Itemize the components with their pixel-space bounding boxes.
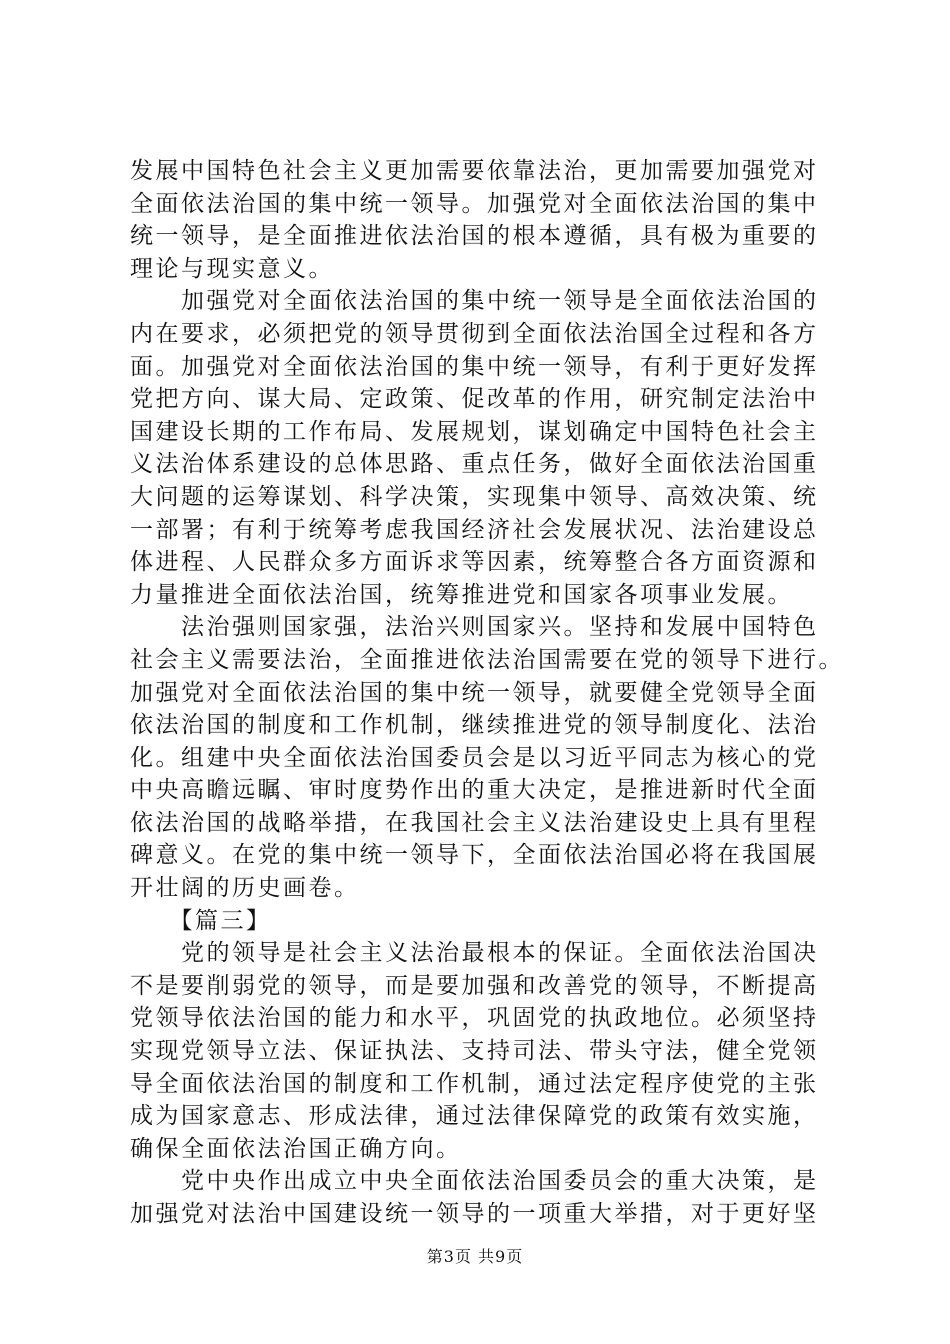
text-line: 体进程、人民群众多方面诉求等因素，统筹整合各方面资源和 — [130, 549, 819, 576]
text-line: 面。加强党对全面依法治国的集中统一领导，有利于更好发挥 — [130, 353, 819, 380]
text-line: 一部署；有利于统筹考虑我国经济社会发展状况、法治建设总 — [130, 516, 819, 543]
text-line: 法治强则国家强，法治兴则国家兴。坚持和发展中国特色 — [130, 614, 819, 641]
document-body — [130, 155, 844, 1231]
text-line: 统一领导，是全面推进依法治国的根本遵循，具有极为重要的 — [130, 223, 819, 250]
text-line: 加强党对全面依法治国的集中统一领导是全面依法治国的 — [130, 288, 819, 315]
text-line: 社会主义需要法治，全面推进依法治国需要在党的领导下进行。 — [130, 646, 844, 673]
text-line: 党把方向、谋大局、定政策、促改革的作用，研究制定法治中 — [130, 386, 819, 413]
text-line: 理论与现实意义。 — [130, 255, 334, 282]
text-line: 加强党对全面依法治国的集中统一领导，就要健全党领导全面 — [130, 679, 819, 706]
text-line: 依法治国的制度和工作机制，继续推进党的领导制度化、法治 — [130, 712, 819, 739]
text-line: 开壮阔的历史画卷。 — [130, 875, 360, 902]
text-line: 国建设长期的工作布局、发展规划，谋划确定中国特色社会主 — [130, 418, 819, 445]
text-line: 内在要求，必须把党的领导贯彻到全面依法治国全过程和各方 — [130, 320, 819, 347]
page-footer: 第3页 共9页 — [426, 1247, 524, 1266]
text-line: 党领导依法治国的能力和水平，巩固党的执政地位。必须坚持 — [130, 1005, 819, 1032]
text-line: 党中央作出成立中央全面依法治国委员会的重大决策，是 — [130, 1168, 819, 1195]
text-line: 导全面依法治国的制度和工作机制，通过法定程序使党的主张 — [130, 1070, 819, 1097]
text-line: 加强党对法治中国建设统一领导的一项重大举措，对于更好坚 — [130, 1201, 819, 1227]
text-line: 成为国家意志、形成法律，通过法律保障党的政策有效实施， — [130, 1103, 819, 1130]
text-line: 确保全面依法治国正确方向。 — [130, 1135, 462, 1162]
text-line: 力量推进全面依法治国，统筹推进党和国家各项事业发展。 — [130, 581, 793, 608]
text-line: 发展中国特色社会主义更加需要依靠法治，更加需要加强党对 — [130, 158, 819, 184]
text-line: 化。组建中央全面依法治国委员会是以习近平同志为核心的党 — [130, 744, 819, 771]
text-line: 中央高瞻远瞩、审时度势作出的重大决定，是推进新时代全面 — [130, 777, 819, 804]
text-line: 义法治体系建设的总体思路、重点任务，做好全面依法治国重 — [130, 451, 819, 478]
text-line: 实现党领导立法、保证执法、支持司法、带头守法，健全党领 — [130, 1038, 819, 1065]
text-line: 碑意义。在党的集中统一领导下，全面依法治国必将在我国展 — [130, 842, 819, 869]
text-line: 不是要削弱党的领导，而是要加强和改善党的领导，不断提高 — [130, 972, 819, 999]
text-line: 党的领导是社会主义法治最根本的保证。全面依法治国决 — [130, 940, 819, 967]
section-heading: 【篇三】 — [130, 907, 272, 934]
text-line: 依法治国的战略举措，在我国社会主义法治建设史上具有里程 — [130, 809, 819, 836]
text-line: 大问题的运筹谋划、科学决策，实现集中领导、高效决策、统 — [130, 483, 819, 510]
text-line: 全面依法治国的集中统一领导。加强党对全面依法治国的集中 — [130, 190, 819, 217]
